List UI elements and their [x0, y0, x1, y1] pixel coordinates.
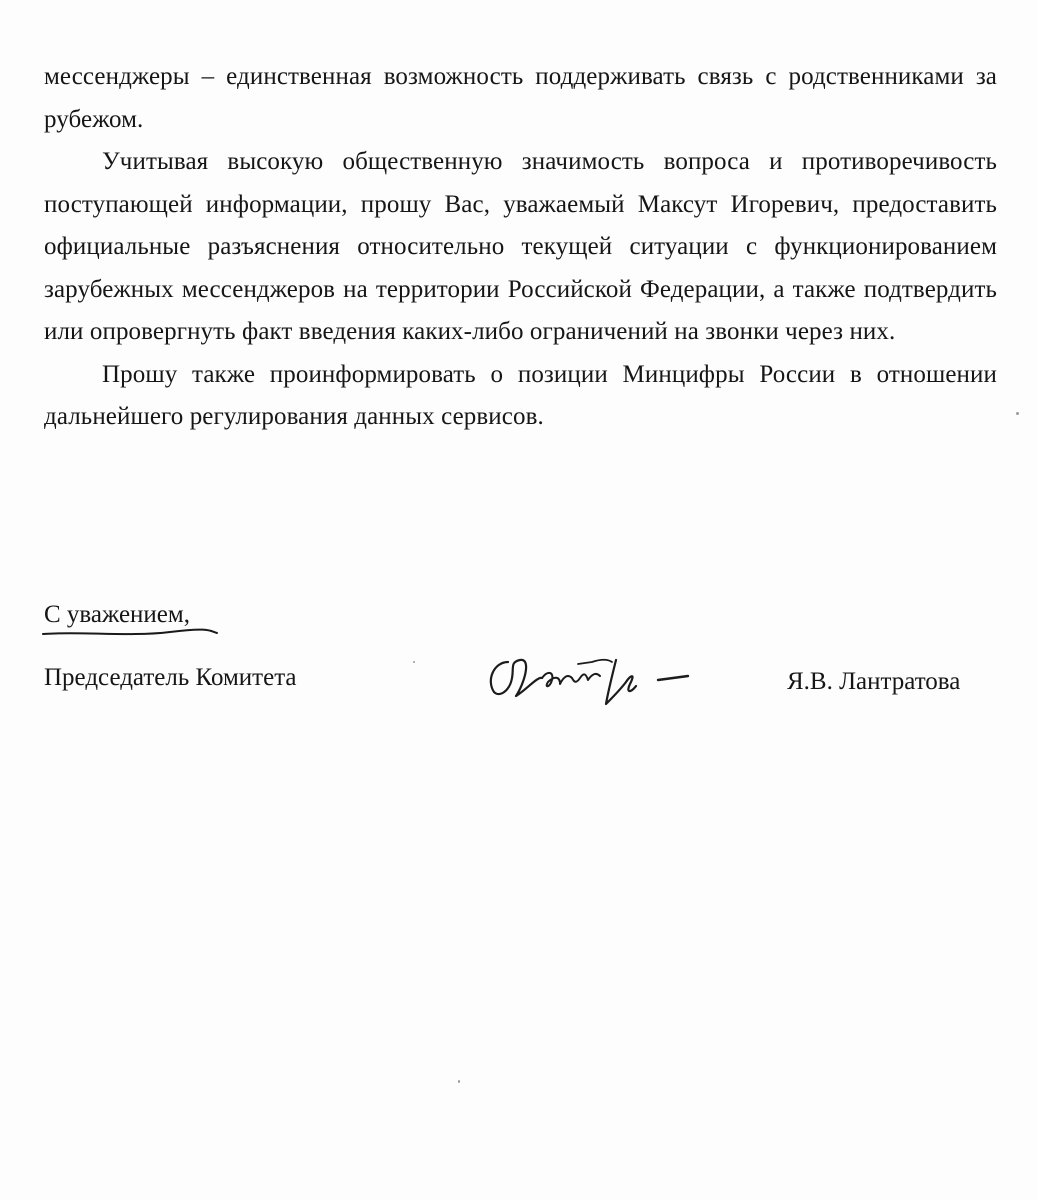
- signatory-title: Председатель Комитета: [44, 664, 297, 691]
- paragraph-continuation: мессенджеры – единственная возможность поддерживать связь с родственниками за рубежом.: [44, 63, 997, 133]
- signatory-name: Я.В. Лантратова: [787, 668, 961, 695]
- paragraph-request-position: Прошу также проинформировать о позиции Минцифры России в отношении дальнейшего регулирования данных сервисов.: [44, 360, 997, 430]
- scan-speck: [1016, 412, 1019, 415]
- scan-speck: [458, 1080, 460, 1083]
- handwritten-signature: [480, 640, 710, 710]
- scan-speck: [413, 661, 415, 663]
- closing-greeting: С уважением,: [44, 601, 190, 628]
- letter-body: [44, 56, 997, 439]
- greeting-underline: [40, 625, 220, 639]
- paragraph-request-clarification: Учитывая высокую общественную значимость вопроса и противоречивость поступающей информации, прошу Вас, уважаемый Максут Игоревич, предоставить официальные разъяснения относительно текущей ситуации с функционированием зарубежных мессенджеров на территории Российской Федерации, а также подтвердить или опровергнуть факт введения каких-либо ограничений на звонки через них.: [44, 148, 997, 345]
